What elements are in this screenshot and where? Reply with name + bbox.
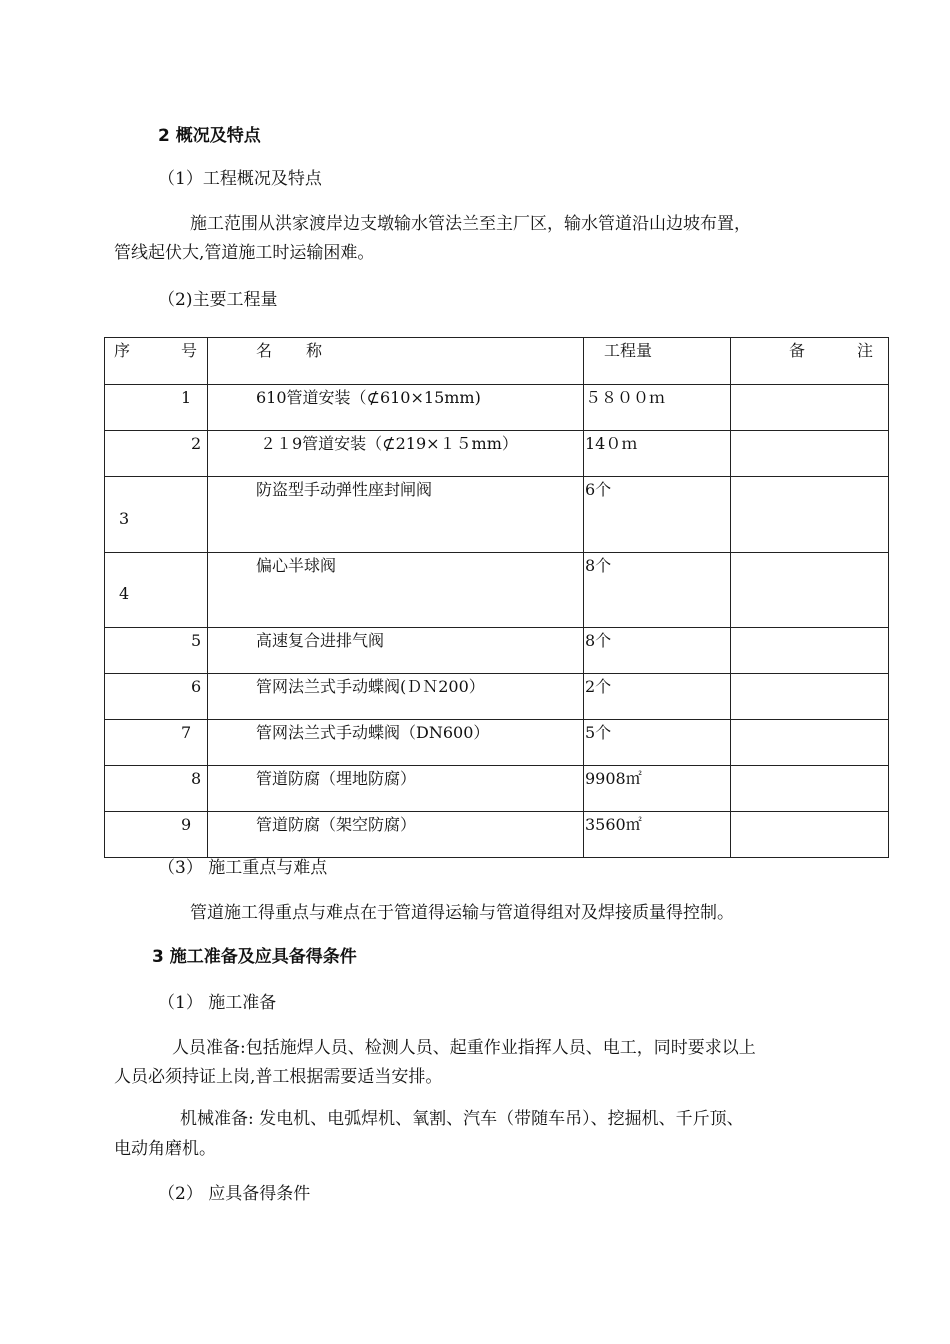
row-no: 8 (191, 769, 202, 788)
section-3-1-para2-line2: 电动角磨机。 (114, 1139, 216, 1159)
table-row (105, 385, 889, 431)
row-name: 管道防腐（架空防腐） (256, 815, 417, 834)
section-3-1-para1-line2: 人员必须持证上岗,普工根据需要适当安排。 (114, 1067, 443, 1087)
header-name-b: 称 (306, 341, 323, 360)
header-no-b: 号 (181, 341, 198, 360)
table-row (105, 628, 889, 674)
section-2-title: 2 概况及特点 (158, 126, 261, 146)
row-no: 1 (181, 388, 192, 407)
table-row (105, 674, 889, 720)
section-3-1-title: （1） 施工准备 (158, 993, 277, 1013)
section-2-1-para-line2: 管线起伏大,管道施工时运输困难。 (114, 243, 375, 263)
header-note-a: 备 (789, 341, 806, 360)
header-note-b: 注 (857, 341, 874, 360)
row-no: 6 (191, 677, 202, 696)
row-name: 高速复合进排气阀 (256, 631, 385, 650)
header-name (208, 338, 584, 385)
table-row (105, 720, 889, 766)
row-name: 管道防腐（埋地防腐） (256, 769, 417, 788)
row-qty: 5个 (585, 723, 612, 742)
header-qty (584, 338, 731, 385)
row-no: 2 (191, 434, 202, 453)
row-qty: 8个 (585, 631, 612, 650)
table-row (105, 553, 889, 628)
section-2-1-para-line1: 施工范围从洪家渡岸边支墩输水管法兰至主厂区，输水管道沿山边坡布置， (190, 214, 751, 234)
table-row (105, 477, 889, 553)
section-3-title: 3 施工准备及应具备得条件 (152, 947, 357, 967)
quantity-table (104, 337, 889, 858)
table-row (105, 812, 889, 858)
section-2-3-title: （3） 施工重点与难点 (158, 858, 328, 878)
table-header-row (105, 338, 889, 385)
row-qty: 14０ｍ (585, 434, 638, 453)
row-name: 管网法兰式手动蝶阀（DN600） (256, 723, 490, 742)
row-qty: 6个 (585, 480, 612, 499)
header-no-a: 序 (114, 341, 131, 360)
row-no: 7 (181, 723, 192, 742)
header-name-a: 名 (256, 341, 273, 360)
section-2-1-title: （1）工程概况及特点 (158, 169, 322, 189)
section-2-3-para: 管道施工得重点与难点在于管道得运输与管道得组对及焊接质量得控制。 (190, 903, 734, 923)
row-qty: 3560㎡ (585, 815, 642, 834)
row-name: 管网法兰式手动蝶阀(ＤＮ200） (256, 677, 485, 696)
row-no: 5 (191, 631, 202, 650)
section-3-2-title: （2） 应具备得条件 (158, 1184, 311, 1204)
row-no: 9 (181, 815, 192, 834)
section-2-2-title: （2)主要工程量 (158, 290, 278, 310)
row-no: 4 (119, 584, 130, 603)
row-name: ２１9管道安装（⊄219×１５mm） (260, 434, 518, 453)
row-qty: 9908㎡ (585, 769, 642, 788)
table-row (105, 431, 889, 477)
section-3-1-para1-line1: 人员准备:包括施焊人员、检测人员、起重作业指挥人员、电工，同时要求以上 (172, 1038, 756, 1058)
row-name: 610管道安装（⊄610×15mm) (256, 388, 481, 407)
table-row (105, 766, 889, 812)
row-name: 防盗型手动弹性座封闸阀 (256, 480, 433, 499)
row-qty: 2个 (585, 677, 612, 696)
section-3-1-para2-line1: 机械准备: 发电机、电弧焊机、氧割、汽车（带随车吊）、挖掘机、千斤顶、 (180, 1109, 744, 1129)
row-name: 偏心半球阀 (256, 556, 337, 575)
header-note (731, 338, 889, 385)
row-qty: ５８００ｍ (585, 388, 666, 407)
header-qty-label: 工程量 (604, 341, 653, 360)
row-qty: 8个 (585, 556, 612, 575)
header-no (105, 338, 208, 385)
row-no: 3 (119, 509, 130, 528)
